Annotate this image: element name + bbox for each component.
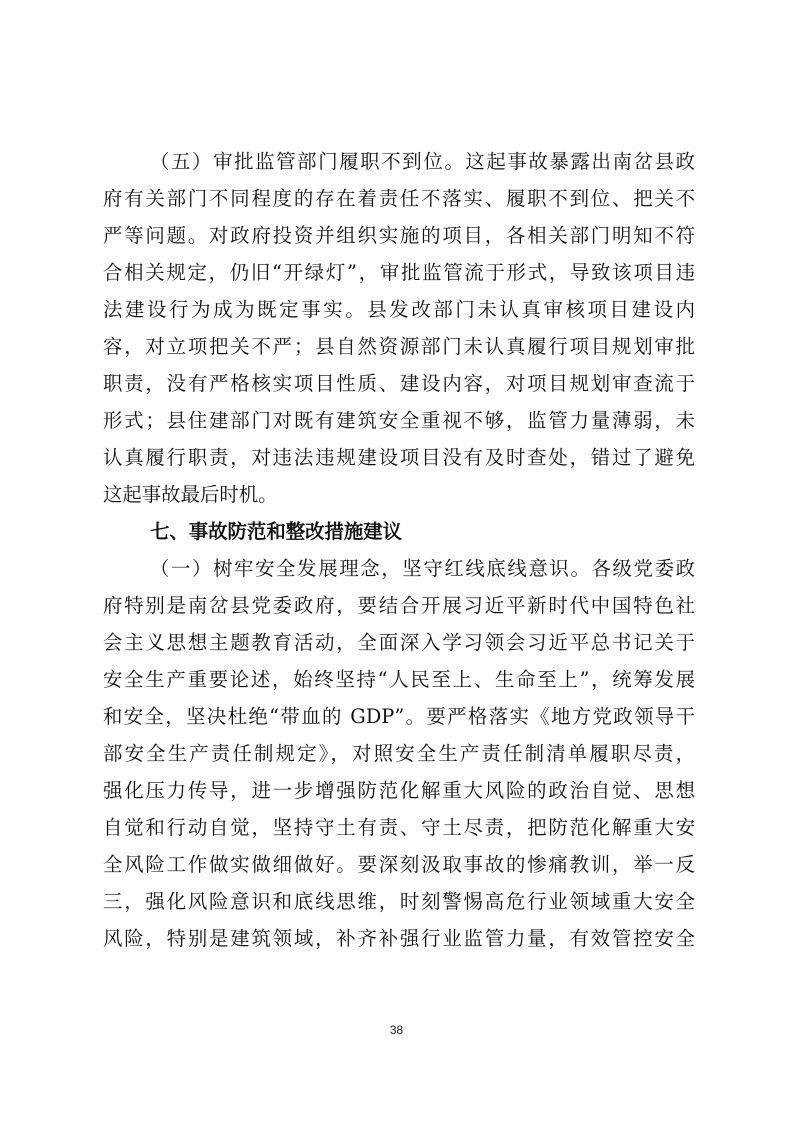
item1-line-8: 自觉和行动自觉，坚持守土有责、守土尽责，把防范化解重大安 (103, 816, 695, 839)
section5-line-4: 合相关规定，仍旧“开绿灯”，审批监管流于形式，导致该项目违 (103, 261, 695, 284)
page-number: 38 (389, 1023, 404, 1037)
item1-line-9: 全风险工作做实做细做好。要深刻汲取事故的惨痛教训，举一反 (103, 853, 695, 876)
section5-line-9: 认真履行职责，对违法违规建设项目没有及时查处，错过了避免 (103, 446, 695, 469)
item1-line-10: 三，强化风险意识和底线思维，时刻警惕高危行业领域重大安全 (103, 890, 695, 913)
item1-line-4: 安全生产重要论述，始终坚持“人民至上、生命至上”，统筹发展 (103, 668, 695, 691)
section5-line-3: 严等问题。对政府投资并组织实施的项目，各相关部门明知不符 (103, 224, 695, 247)
section5-line-6: 容，对立项把关不严；县自然资源部门未认真履行项目规划审批 (103, 335, 695, 358)
item1-line-6: 部安全生产责任制规定》，对照安全生产责任制清单履职尽责， (103, 742, 695, 765)
item1-line-11: 风险，特别是建筑领域，补齐补强行业监管力量，有效管控安全 (103, 927, 695, 950)
section5-line-10: 这起事故最后时机。 (103, 483, 278, 506)
section-heading: 七、事故防范和整改措施建议 (150, 520, 403, 543)
item1-line-7: 强化压力传导，进一步增强防范化解重大风险的政治自觉、思想 (103, 779, 695, 802)
section5-line-1: （五）审批监管部门履职不到位。这起事故暴露出南岔县政 (150, 150, 695, 173)
item1-line-3: 会主义思想主题教育活动，全面深入学习领会习近平总书记关于 (103, 631, 695, 654)
section5-line-5: 法建设行为成为既定事实。县发改部门未认真审核项目建设内 (103, 298, 695, 321)
item1-line-1: （一）树牢安全发展理念，坚守红线底线意识。各级党委政 (150, 557, 695, 580)
item1-line-5: 和安全，坚决杜绝“带血的 GDP”。要严格落实《地方党政领导干 (103, 705, 695, 728)
section5-line-2: 府有关部门不同程度的存在着责任不落实、履职不到位、把关不 (103, 187, 695, 210)
section5-line-7: 职责，没有严格核实项目性质、建设内容，对项目规划审查流于 (103, 372, 695, 395)
item1-line-2: 府特别是南岔县党委政府，要结合开展习近平新时代中国特色社 (103, 594, 695, 617)
section5-line-8: 形式；县住建部门对既有建筑安全重视不够，监管力量薄弱，未 (103, 409, 695, 432)
